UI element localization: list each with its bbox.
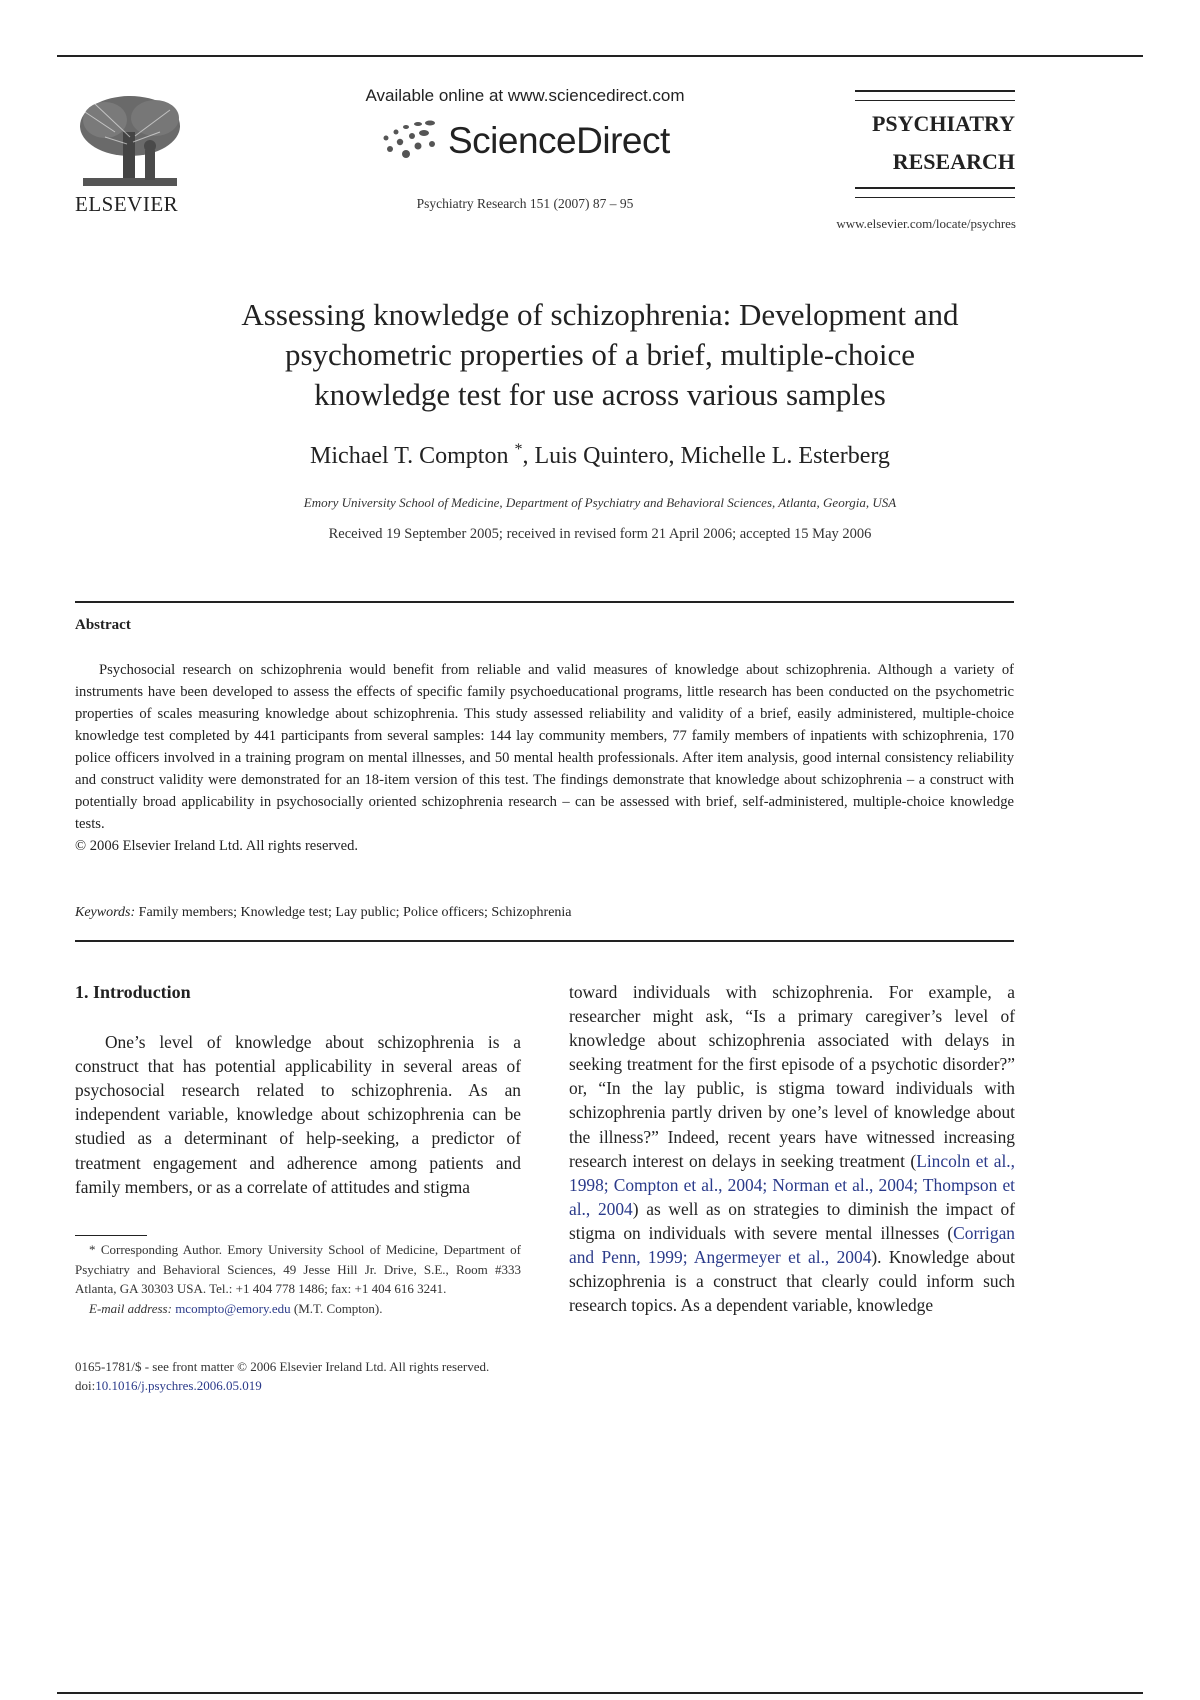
front-matter	[75, 1357, 489, 1395]
publisher-wordmark: ELSEVIER	[75, 192, 179, 216]
journal-citation: Psychiatry Research 151 (2007) 87 – 95	[416, 196, 634, 211]
affiliation: Emory University School of Medicine, Department of Psychiatry and Behavioral Sciences, Atlanta, Georgia, USA	[303, 495, 897, 510]
article-dates: Received 19 September 2005; received in revised form 21 April 2006; accepted 15 May 2006	[328, 526, 872, 542]
abstract-top-rule	[75, 601, 1014, 603]
email-suffix: (M.T. Compton).	[290, 1300, 383, 1316]
intro-paragraph-right	[569, 980, 1015, 1317]
keywords	[75, 905, 572, 921]
sciencedirect-dots-icon	[378, 118, 446, 164]
bottom-rule	[57, 1692, 1143, 1694]
title-line: psychometric properties of a brief, multiple-choice	[284, 337, 916, 372]
footnote-rule	[75, 1235, 147, 1236]
sciencedirect-name: ScienceDirect	[448, 120, 670, 161]
email-label: E-mail address:	[89, 1300, 172, 1316]
right-text-a: toward individuals with schizophrenia. For example, a researcher might ask, “Is a primary caregiver’s level of knowledge about schizophrenia associated with delays in seeking treatment for the first episode of a psychotic disorder?” or, “In the lay public, is stigma toward individuals with schizophrenia partly driven by one’s level of knowledge about the illness?” Indeed, recent years have witnessed increasing research interest on delays in seeking treatment (	[569, 982, 1015, 1171]
email-note	[75, 1299, 521, 1319]
intro-paragraph-left: One’s level of knowledge about schizophrenia is a construct that has potential applicability in several areas of psychosocial research related to schizophrenia. As an independent variable, knowledge about schizophrenia can be studied as a determinant of help-seeking, a predictor of treatment engagement and adherence among patients and family members, or as a correlate of attitudes and stigma	[75, 1032, 521, 1197]
citation-link-stigma[interactable]: Corrigan and Penn, 1999; Angermeyer et al., 2004	[569, 1222, 1015, 1268]
left-column	[75, 980, 521, 1199]
doi-line	[75, 1376, 489, 1395]
journal-bottom-bars	[855, 187, 1015, 198]
doi-label: doi:	[75, 1378, 96, 1393]
footnote-mark: *	[89, 1242, 101, 1257]
citation-link-delays[interactable]: Lincoln et al., 1998; Compton et al., 2004; Norman et al., 2004; Thompson et al., 2004	[569, 1150, 1015, 1219]
available-online-text: Available online at www.sciencedirect.com	[365, 86, 685, 105]
corresponding-author-mark[interactable]: *	[514, 441, 523, 458]
footnote-text: Corresponding Author. Emory University School of Medicine, Department of Psychiatry and Behavioral Sciences, 49 Jesse Hill Jr. Drive, S.E., Room #333 Atlanta, GA 30303 USA. Tel.: +1 404 778 1486; fax: +1 404 616 3241.	[75, 1242, 522, 1296]
keywords-label: Keywords:	[75, 905, 136, 920]
journal-top-bars	[855, 90, 1015, 101]
abstract-heading: Abstract	[75, 617, 131, 633]
abstract-body	[75, 659, 1014, 857]
journal-name-line2: RESEARCH	[892, 149, 1015, 174]
top-rule	[57, 55, 1143, 57]
keywords-list: Family members; Knowledge test; Lay public; Police officers; Schizophrenia	[138, 905, 572, 920]
doi-link[interactable]: 10.1016/j.psychres.2006.05.019	[95, 1378, 262, 1393]
abstract-bottom-rule	[75, 940, 1014, 942]
journal-nameplate	[855, 90, 1015, 198]
abstract-copyright: © 2006 Elsevier Ireland Ltd. All rights reserved.	[75, 838, 359, 854]
issn-line: 0165-1781/$ - see front matter © 2006 Elsevier Ireland Ltd. All rights reserved.	[75, 1359, 490, 1374]
right-text-c: ). Knowledge about schizophrenia is a construct that clearly could inform such research topics. As a dependent variable, knowledge	[569, 1247, 1016, 1316]
journal-name-line1: PSYCHIATRY	[871, 111, 1015, 136]
footnote	[75, 1240, 521, 1318]
right-text-b: ) as well as on strategies to diminish the impact of stigma on individuals with severe mental illnesses (	[569, 1198, 1015, 1243]
right-column	[569, 980, 1015, 1317]
author-names-b: , Luis Quintero, Michelle L. Esterberg	[522, 443, 890, 469]
publisher-logo	[75, 92, 185, 217]
author-names-a: Michael T. Compton	[310, 443, 515, 469]
email-link[interactable]: mcompto@emory.edu	[175, 1300, 291, 1316]
abstract-text: Psychosocial research on schizophrenia would benefit from reliable and valid measures of knowledge about schizophrenia. Although a variety of instruments have been developed to assess the effects of specific family psychoeducational programs, little research has been conducted on the psychometric properties of scales measuring knowledge about schizophrenia. This study assessed reliability and validity of a brief, easily administered, multiple-choice knowledge test completed by 441 participants from several samples: 144 lay community members, 77 family members of inpatients with schizophrenia, 170 police officers involved in a training program on mental illnesses, and 50 mental health professionals. After item analysis, good internal consistency reliability and construct validity were demonstrated for an 18-item version of this test. The findings demonstrate that knowledge about schizophrenia – a construct with potentially broad applicability in psychosocially oriented schizophrenia research – can be assessed with brief, self-administered, multiple-choice knowledge tests.	[75, 662, 1014, 832]
elsevier-tree-icon	[75, 92, 185, 190]
title-line: knowledge test for use across various samples	[314, 377, 886, 412]
author-list	[100, 441, 1100, 470]
sciencedirect-logo	[378, 118, 670, 164]
journal-url: www.elsevier.com/locate/psychres	[836, 216, 1016, 231]
article-title	[100, 295, 1100, 415]
section-heading: 1. Introduction	[75, 982, 191, 1002]
journal-name	[855, 101, 1015, 187]
corresponding-author-note	[75, 1240, 521, 1299]
title-line: Assessing knowledge of schizophrenia: Development and	[241, 297, 959, 332]
